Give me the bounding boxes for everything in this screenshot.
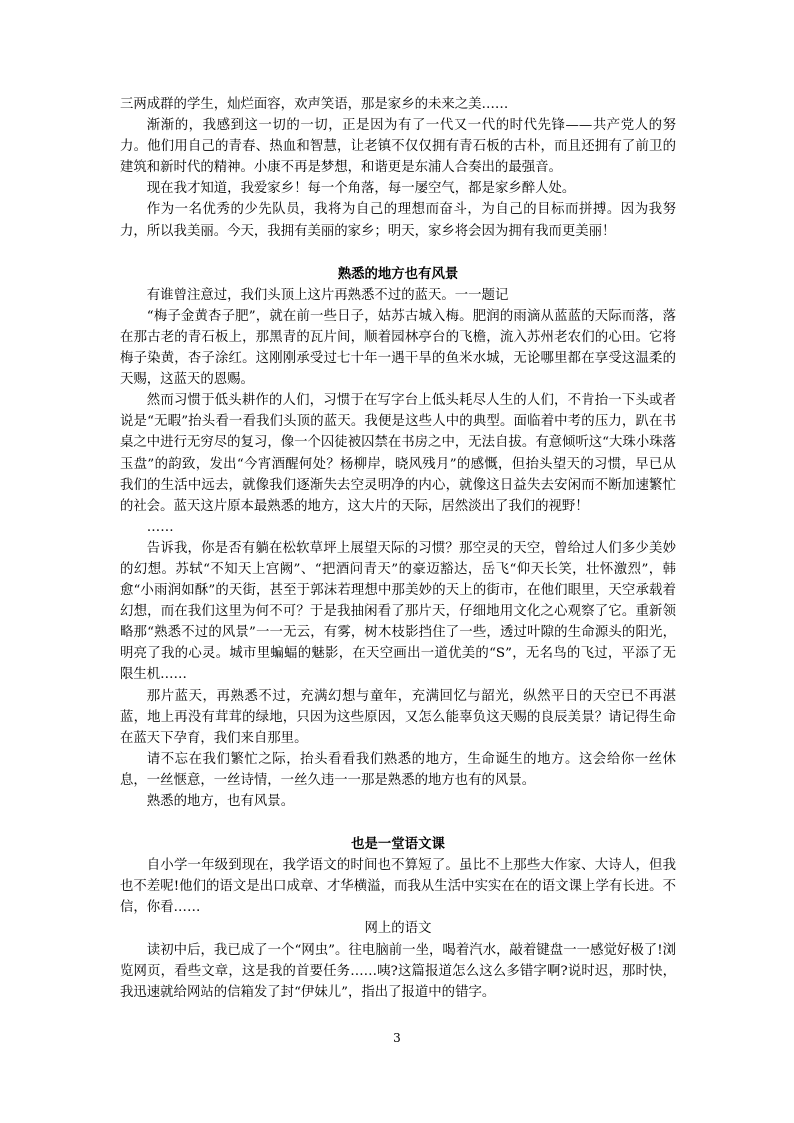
paragraph: 读初中后，我已成了一个“网虫”。往电脑前一坐，喝着汽水，敲着键盘一一感觉好极了!浏览网页，看些文章，这是我的首要任务……咦?这篇报道怎么这么多错字啊?说时迟，那时快，我迅速就给网站的信箱发了封“伊妹儿”，指出了报道中的错字。 bbox=[120, 942, 676, 1000]
paragraph: 熟悉的地方，也有风景。 bbox=[146, 794, 295, 809]
section-title: 也是一堂语文课 bbox=[351, 836, 445, 853]
paragraph: 自小学一年级到现在，我学语文的时间也不算短了。虽比不上那些大作家、大诗人，但我也不差呢!他们的语文是出口成章、才华横溢，而我从生活中实实在在的语文课上学有长进。不信，你看…… bbox=[120, 858, 676, 916]
paragraph: “梅子金黄杏子肥”，就在前一些日子，姑苏古城入梅。肥润的雨滴从蓝蓝的天际而落，落在那古老的青石板上，那黑青的瓦片间，顺着园林亭台的飞檐，流入苏州老农们的心田。它将梅子染黄，杏子涂红。这刚刚承受过七十年一遇干旱的鱼米水城，无论哪里都在享受这温柔的天赐，这蓝天的恩赐。 bbox=[120, 308, 676, 388]
paragraph: 那片蓝天，再熟悉不过，充满幻想与童年，充满回忆与韶光，纵然平日的天空已不再湛蓝，地上再没有茸茸的绿地，只因为这些原因，又怎么能辜负这天赐的良辰美景？请记得生命在蓝天下孕育，我们来自那里。 bbox=[120, 688, 676, 746]
paragraph: 然而习惯于低头耕作的人们，习惯于在写字台上低头耗尽人生的人们，不肯抬一下头或者说是“无暇”抬头看一看我们头顶的蓝天。我便是这些人中的典型。面临着中考的压力，趴在书桌之中进行无穷尽的复习，像一个囚徒被囚禁在书房之中，无法自拔。有意倾听这“大珠小珠落玉盘”的韵致，发出“今宵酒醒何处？杨柳岸，晓风残月”的感慨，但抬头望天的习惯，早已从我们的生活中远去，就像我们逐渐失去空灵明净的内心，就像这日益失去安闲而不断加速繁忙的社会。蓝天这片原本最熟悉的地方，这大片的天际，居然淡出了我们的视野！ bbox=[120, 393, 676, 514]
page-number: 3 bbox=[393, 1031, 401, 1045]
paragraph: 作为一名优秀的少先队员，我将为自己的理想而奋斗，为自己的目标而拼搏。因为我努力，所以我美丽。今天，我拥有美丽的家乡；明天，家乡将会因为拥有我而更美丽！ bbox=[120, 202, 676, 239]
paragraph: 告诉我，你是否有躺在松软草坪上展望天际的习惯？那空灵的天空，曾给过人们多少美妙的幻想。苏轼“不知天上宫阙”、“把酒问青天”的豪迈豁达，岳飞“仰天长笑，壮怀激烈”，韩愈“小雨润如酥”的天街，甚至于郭沫若理想中那美妙的天上的街市，在他们眼里，天空承载着幻想，而在我们这里为何不可？于是我抽闲看了那片天，仔细地用文化之心观察了它。重新领略那“熟悉不过的风景”一一无云，有雾，树木枝影挡住了一些，透过叶隙的生命源头的阳光，明亮了我的心灵。城市里蝙蝠的魅影，在天空画出一道优美的“S”，无名鸟的飞过，平添了无限生机…… bbox=[120, 540, 676, 683]
section-title: 熟悉的地方也有风景 bbox=[337, 265, 459, 282]
epigraph: 有谁曾注意过，我们头顶上这片再熟悉不过的蓝天。一一题记 bbox=[146, 287, 509, 303]
paragraph: 请不忘在我们繁忙之际，抬头看看我们熟悉的地方，生命诞生的地方。这会给你一丝休息，一丝惬意，一丝诗情，一丝久违一一那是熟悉的地方也有的风景。 bbox=[120, 751, 676, 788]
paragraph: 现在我才知道，我爱家乡！每一个角落，每一屡空气，都是家乡醉人处。 bbox=[146, 181, 576, 197]
paragraph: 渐渐的，我感到这一切的一切，正是因为有了一代又一代的时代先锋——共产党人的努力。他们用自己的青春、热血和智慧，让老镇不仅仅拥有青石板的古朴，而且还拥有了前卫的建筑和新时代的精神。小康不再是梦想，和谐更是东浦人合奏出的最强音。 bbox=[120, 118, 676, 176]
ellipsis: …… bbox=[146, 519, 174, 535]
paragraph: 三两成群的学生，灿烂面容，欢声笑语，那是家乡的未来之美…… bbox=[120, 97, 509, 112]
subsection-title: 网上的语文 bbox=[364, 921, 432, 937]
document-page bbox=[120, 94, 676, 1003]
